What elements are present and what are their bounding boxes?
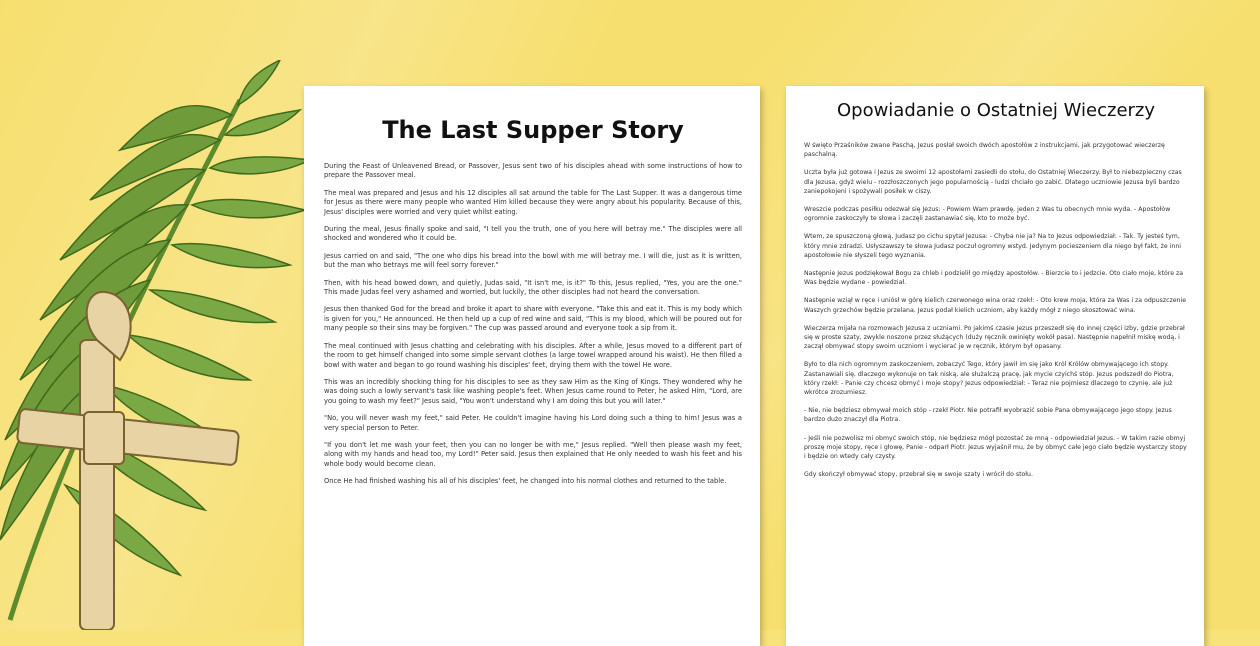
english-paragraph: The meal was prepared and Jesus and his 12 disciples all sat around the table for The Last Supper. It was a dangerous time for Jesus as there were many people who wanted Him killed because they were angry about his popularity. Because of this, Jesus' disciples were worried and very quiet whilst eating.: [324, 188, 742, 216]
polish-paragraph: W święto Przaśników zwane Paschą, Jezus posłał swoich dwóch apostołów z instrukcjami, jak przygotować wieczerzę paschalną.: [804, 142, 1165, 159]
english-paragraph: The meal continued with Jesus chatting and celebrating with his disciples. After a while, Jesus moved to a different part of the room to get himself changed into some simple servant clothes (a large towel wrapped around his waist). He then filled a bowl with water and began to go round washing his disciples' feet, drying them with the towel He wore.: [324, 341, 742, 369]
polish-paragraph: Gdy skończył obmywać stopy, przebrał się w swoje szaty i wrócił do stołu.: [804, 471, 1033, 479]
polish-paragraph: Wreszcie podczas posiłku odezwał się Jezus: - Powiem Wam prawdę, jeden z Was tu obecnych mnie wyda. - Apostołów ogromnie zaskoczyły te słowa i zaczęli zastanawiać się, kto to może być.: [804, 206, 1171, 223]
polish-paragraph: - Jeśli nie pozwolisz mi obmyć swoich stóp, nie będziesz mógł pozostać ze mną - odpowiedział Jezus. - W takim razie obmyj proszę moje stopy, ręce i głowę, Panie - odparł Piotr. Jezus wyjaśnił mu, że by obmyć całe jego ciało będzie wystarczy stopy i będzie on wtedy cały czysty.: [804, 434, 1187, 461]
english-paragraph: Once He had finished washing his all of his disciples' feet, he changed into his normal clothes and returned to the table.: [324, 477, 727, 486]
english-paragraph: "No, you will never wash my feet," said Peter. He couldn't imagine having his Lord doing such a thing to him! Jesus was a very special person to Peter.: [324, 414, 742, 432]
english-paragraph: Jesus then thanked God for the bread and broke it apart to share with everyone. "Take this and eat it. This is my body which is given for you," He announced. He then held up a cup of red wine and said, "This is my blood, which will be poured out for many people so their sins may be forgiven." The cup was passed around and everyone took a sip from it.: [324, 305, 742, 333]
english-paragraph: Then, with his head bowed down, and quietly, Judas said, "It isn't me, is it?" To this, Jesus replied, "Yes, you are the one." This made Judas feel very ashamed and worried, but luckily, the other disciples had not heard the conversation.: [324, 278, 742, 297]
palm-leaf-cross-illustration: [0, 60, 320, 630]
english-paragraph: During the meal, Jesus finally spoke and said, "I tell you the truth, one of you here will betray me." The disciples were all shocked and wondered who it could be.: [324, 225, 742, 243]
polish-paragraph: Wtem, ze spuszczoną głową, Judasz po cichu spytał Jezusa: - Chyba nie ja? Na to Jezus odpowiedział: - Tak. Ty jesteś tym, który mnie zdradzi. Usłyszawszy te słowa Judasz poczuł ogromny wstyd. Jedynym pocieszeniem dla niego był fakt, że inni apostołowie nie słyszeli tego wyznania.: [804, 233, 1181, 259]
polish-title: Opowiadanie o Ostatniej Wieczerzy: [836, 100, 1156, 121]
english-paragraph: This was an incredibly shocking thing for his disciples to see as they saw Him as the King of Kings. They wondered why he was doing such a lowly servant's task like washing people's feet. When Jesus came round to Peter, he asked Him, "Lord, are you going to wash my feet?" Jesus said, "You won't understand why I am doing this but you will later.": [324, 377, 742, 405]
english-paragraph: Jesus carried on and said, "The one who dips his bread into the bowl with me will betray me. I will die, just as it is written, but the man who betrays me will feel sorry forever.": [324, 251, 742, 270]
polish-paragraph: - Nie, nie będziesz obmywał moich stóp - rzekł Piotr. Nie potrafił wyobrazić sobie Pana obmywającego jego stopy. Jezus bardzo dużo znaczył dla Piotra.: [804, 407, 1172, 424]
polish-story-sheet: [786, 86, 1204, 646]
english-title: The Last Supper Story: [382, 116, 684, 144]
polish-paragraph: Następnie wziął w ręce i uniósł w górę kielich czerwonego wina oraz rzekł: - Oto krew moja, która za Was i za odpuszczenie Waszych grzechów będzie przelana. Jezus podał kielich uczniom, aby każdy mógł z niego skosztować wina.: [804, 297, 1187, 314]
english-paragraph: "If you don't let me wash your feet, then you can no longer be with me," Jesus replied. "Well then please wash my feet, along with my hands and head too, my Lord!" Peter said. Jesus then explained that He only needed to wash his feet and his whole body would become clean.: [324, 440, 742, 468]
english-paragraph: During the Feast of Unleavened Bread, or Passover, Jesus sent two of his disciples ahead with some instructions of how to prepare the Passover meal.: [324, 162, 742, 180]
polish-paragraph: Następnie Jezus podziękował Bogu za chleb i podzielił go między apostołów. - Bierzcie to i jedzcie. Oto ciało moje, które za Was będzie wydane - powiedział.: [804, 270, 1184, 287]
polish-paragraph: Było to dla nich ogromnym zaskoczeniem, zobaczyć Tego, który jawił im się jako Król Królów obmywającego ich stopy. Zastanawiali się, dlaczego wykonuje on tak niską, ale służalczą pracę, jak mycie czyichś stóp. Jezus podszedł do Piotra, który rzekł: - Panie czy chcesz obmyć i moje stopy? Jezus odpowiedział: - Teraz nie pojmiesz dlaczego to czynię, ale już wkrótce zrozumiesz.: [804, 361, 1174, 397]
english-story-sheet: [304, 86, 760, 646]
polish-paragraph: Wieczerza mijała na rozmowach Jezusa z uczniami. Po jakimś czasie Jezus przeszedł się do innej części izby, gdzie przebrał się w proste szaty, zwykle noszone przez służących (duży ręcznik owinięty wokół pasa). Następnie napełnił miskę wodą, i zaczął obmywać stopy swoim uczniom i wycierać je w ręcznik, którym był opasany.: [804, 324, 1185, 351]
polish-paragraph: Uczta była już gotowa i Jezus ze swoimi 12 apostołami zasiedli do stołu, do Ostatniej Wieczerzy. Był to niebezpieczny czas dla Jezusa, gdyż wielu - rozzłoszczonych jego popularnością - ludzi chciało go zabić. Dlatego uczniowie Jezusa byli bardzo zaniepokojeni i spożywali posiłek w ciszy.: [804, 169, 1182, 195]
